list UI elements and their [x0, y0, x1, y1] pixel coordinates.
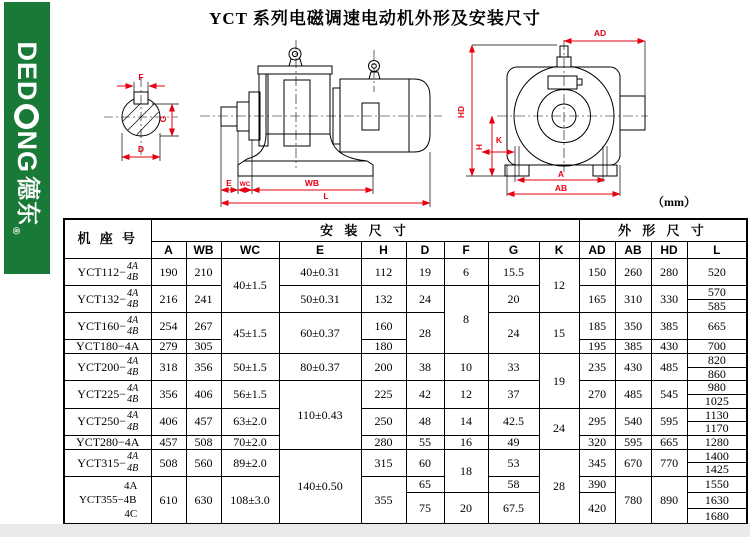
cell-AB: 260 — [615, 259, 651, 286]
dim-label-a: A — [557, 169, 565, 179]
cell-L: 980 — [687, 381, 747, 395]
model-yct132: YCT132− 4A 4B — [64, 286, 151, 313]
col-HD: HD — [651, 242, 687, 259]
cell-K: 28 — [539, 449, 579, 524]
logo-letters-2: NG — [12, 130, 43, 174]
cell-D: 75 — [406, 492, 444, 524]
cell-D: 55 — [406, 435, 444, 449]
cell-E: 110±0.43 — [279, 381, 361, 449]
dim-label-k: K — [495, 135, 503, 145]
cell-WC: 56±1.5 — [221, 381, 279, 408]
cell-F: 10 — [444, 354, 488, 381]
cell-AD: 390 — [579, 476, 615, 492]
cell-K: 12 — [539, 259, 579, 313]
cell-AB: 540 — [615, 408, 651, 435]
cell-AB: 350 — [615, 313, 651, 340]
cell-L: 1130 — [687, 408, 747, 422]
cell-WB: 508 — [186, 435, 221, 449]
cell-L: 1025 — [687, 394, 747, 408]
cell-AB: 430 — [615, 354, 651, 381]
dim-label-g: G — [158, 115, 168, 123]
cell-WB: 356 — [186, 354, 221, 381]
cell-WC: 70±2.0 — [221, 435, 279, 449]
model-yct112: YCT112− 4A 4B — [64, 259, 151, 286]
cell-WC: 89±2.0 — [221, 449, 279, 476]
cell-A: 356 — [151, 381, 186, 408]
cell-WC: 63±2.0 — [221, 408, 279, 435]
cell-K: 19 — [539, 354, 579, 408]
cell-L: 1630 — [687, 492, 747, 508]
col-WC: WC — [221, 242, 279, 259]
logo-letters-1: DED — [12, 41, 43, 102]
cell-D: 42 — [406, 381, 444, 408]
cell-A: 457 — [151, 435, 186, 449]
model-yct355: 4A YCT355−4B 4C — [64, 476, 151, 524]
cell-G: 24 — [488, 313, 539, 354]
cell-D: 48 — [406, 408, 444, 435]
cell-AD: 345 — [579, 449, 615, 476]
cell-A: 318 — [151, 354, 186, 381]
model-yct280: YCT280−4A — [64, 435, 151, 449]
spec-table — [63, 218, 748, 525]
cell-E: 50±0.31 — [279, 286, 361, 313]
cell-L: 1425 — [687, 463, 747, 477]
cell-AD: 420 — [579, 492, 615, 524]
header-outline-dims: 外 形 尺 寸 — [579, 219, 747, 242]
cell-H: 160 — [361, 313, 406, 340]
cell-F: 18 — [444, 449, 488, 492]
dim-label-wb: WB — [304, 178, 320, 188]
cell-WB: 560 — [186, 449, 221, 476]
cell-D: 19 — [406, 259, 444, 286]
cell-AB: 780 — [615, 476, 651, 524]
cell-AD: 235 — [579, 354, 615, 381]
cell-WB: 630 — [186, 476, 221, 524]
cell-WB: 457 — [186, 408, 221, 435]
cell-HD: 890 — [651, 476, 687, 524]
cell-WB: 267 — [186, 313, 221, 340]
logo-chinese: 德东 — [14, 176, 41, 227]
dim-label-hd: HD — [456, 105, 466, 119]
cell-AB: 385 — [615, 340, 651, 354]
cell-L: 665 — [687, 313, 747, 340]
cell-H: 250 — [361, 408, 406, 435]
cell-AB: 310 — [615, 286, 651, 313]
cell-F: 16 — [444, 435, 488, 449]
cell-L: 1280 — [687, 435, 747, 449]
cell-L: 1550 — [687, 476, 747, 492]
cell-AD: 270 — [579, 381, 615, 408]
cell-H: 180 — [361, 340, 406, 354]
cell-A: 508 — [151, 449, 186, 476]
cell-L: 1170 — [687, 422, 747, 436]
side-view-drawing — [200, 40, 442, 207]
shaft-section-drawing — [104, 72, 180, 161]
end-view-drawing — [456, 28, 648, 196]
cell-H: 280 — [361, 435, 406, 449]
cell-WB: 305 — [186, 340, 221, 354]
cell-A: 406 — [151, 408, 186, 435]
cell-G: 37 — [488, 381, 539, 408]
dim-label-h: H — [474, 143, 484, 151]
cell-WC: 108±3.0 — [221, 476, 279, 524]
unit-note: （mm） — [652, 195, 696, 209]
cell-G: 33 — [488, 354, 539, 381]
cell-WC: 45±1.5 — [221, 313, 279, 354]
cell-A: 216 — [151, 286, 186, 313]
cell-AB: 595 — [615, 435, 651, 449]
cell-HD: 330 — [651, 286, 687, 313]
cell-L: 700 — [687, 340, 747, 354]
header-install-dims: 安 装 尺 寸 — [151, 219, 579, 242]
cell-HD: 545 — [651, 381, 687, 408]
cell-HD: 595 — [651, 408, 687, 435]
cell-H: 200 — [361, 354, 406, 381]
col-AB: AB — [615, 242, 651, 259]
registered-mark: ® — [10, 227, 21, 235]
cell-A: 610 — [151, 476, 186, 524]
model-yct225: YCT225− 4A 4B — [64, 381, 151, 408]
cell-E: 80±0.37 — [279, 354, 361, 381]
col-A: A — [151, 242, 186, 259]
cell-HD: 665 — [651, 435, 687, 449]
cell-AD: 150 — [579, 259, 615, 286]
cell-WB: 210 — [186, 259, 221, 286]
cell-F: 20 — [444, 492, 488, 524]
cell-G: 49 — [488, 435, 539, 449]
cell-D: 65 — [406, 476, 444, 492]
cell-AD: 320 — [579, 435, 615, 449]
cell-H: 355 — [361, 476, 406, 524]
cell-G: 20 — [488, 286, 539, 313]
col-H: H — [361, 242, 406, 259]
cell-D: 28 — [406, 313, 444, 354]
cell-L: 1400 — [687, 449, 747, 463]
model-yct315: YCT315− 4A 4B — [64, 449, 151, 476]
col-AD: AD — [579, 242, 615, 259]
model-yct160: YCT160− 4A 4B — [64, 313, 151, 340]
cell-AD: 165 — [579, 286, 615, 313]
cell-K: 24 — [539, 408, 579, 449]
cell-AD: 185 — [579, 313, 615, 340]
bottom-margin-strip — [0, 524, 750, 537]
cell-G: 58 — [488, 476, 539, 492]
cell-HD: 385 — [651, 313, 687, 340]
dedong-logo-text — [4, 2, 50, 274]
cell-E: 60±0.37 — [279, 313, 361, 354]
col-F: F — [444, 242, 488, 259]
cell-F: 12 — [444, 381, 488, 408]
model-yct250: YCT250− 4A 4B — [64, 408, 151, 435]
cell-G: 53 — [488, 449, 539, 476]
dim-label-l: L — [323, 191, 329, 201]
col-D: D — [406, 242, 444, 259]
header-frame-no: 机 座 号 — [64, 219, 151, 259]
cell-HD: 770 — [651, 449, 687, 476]
cell-WC: 40±1.5 — [221, 259, 279, 313]
cell-F: 6 — [444, 259, 488, 286]
model-yct200: YCT200− 4A 4B — [64, 354, 151, 381]
col-WB: WB — [186, 242, 221, 259]
cell-D: 60 — [406, 449, 444, 476]
cell-L: 1680 — [687, 508, 747, 524]
cell-K: 15 — [539, 313, 579, 354]
cell-G: 15.5 — [488, 259, 539, 286]
cell-WB: 406 — [186, 381, 221, 408]
cell-AD: 295 — [579, 408, 615, 435]
col-G: G — [488, 242, 539, 259]
dim-label-d: D — [137, 144, 145, 154]
cell-H: 132 — [361, 286, 406, 313]
dim-label-ab: AB — [554, 183, 568, 193]
cell-HD: 430 — [651, 340, 687, 354]
cell-H: 225 — [361, 381, 406, 408]
cell-AB: 485 — [615, 381, 651, 408]
cell-D: 24 — [406, 286, 444, 313]
cell-AB: 670 — [615, 449, 651, 476]
model-yct180: YCT180−4A — [64, 340, 151, 354]
cell-G: 42.5 — [488, 408, 539, 435]
col-E: E — [279, 242, 361, 259]
cell-E: 140±0.50 — [279, 449, 361, 524]
cell-L: 820 — [687, 354, 747, 368]
cell-H: 112 — [361, 259, 406, 286]
cell-G: 67.5 — [488, 492, 539, 524]
cell-WC: 50±1.5 — [221, 354, 279, 381]
cell-L: 520 — [687, 259, 747, 286]
cell-L: 570 — [687, 286, 747, 300]
cell-WB: 241 — [186, 286, 221, 313]
cell-A: 190 — [151, 259, 186, 286]
cell-F: 8 — [444, 286, 488, 354]
cell-H: 315 — [361, 449, 406, 476]
cell-D: 38 — [406, 354, 444, 381]
page-title: YCT 系列电磁调速电动机外形及安装尺寸 — [209, 9, 541, 28]
dim-label-e: E — [226, 178, 232, 188]
cell-L: 860 — [687, 367, 747, 381]
col-L: L — [687, 242, 747, 259]
cell-L: 585 — [687, 299, 747, 313]
cell-E: 40±0.31 — [279, 259, 361, 286]
cell-A: 279 — [151, 340, 186, 354]
dedong-logo — [4, 2, 50, 274]
technical-drawings — [60, 25, 750, 215]
dim-label-ad: AD — [593, 28, 607, 38]
cell-HD: 280 — [651, 259, 687, 286]
cell-F: 14 — [444, 408, 488, 435]
logo-ring-icon — [15, 104, 40, 129]
spec-table-wrap — [63, 218, 748, 525]
cell-HD: 485 — [651, 354, 687, 381]
cell-A: 254 — [151, 313, 186, 340]
cell-AD: 195 — [579, 340, 615, 354]
dim-label-wc: WC — [239, 181, 251, 188]
col-K: K — [539, 242, 579, 259]
dim-label-f: F — [138, 72, 144, 82]
